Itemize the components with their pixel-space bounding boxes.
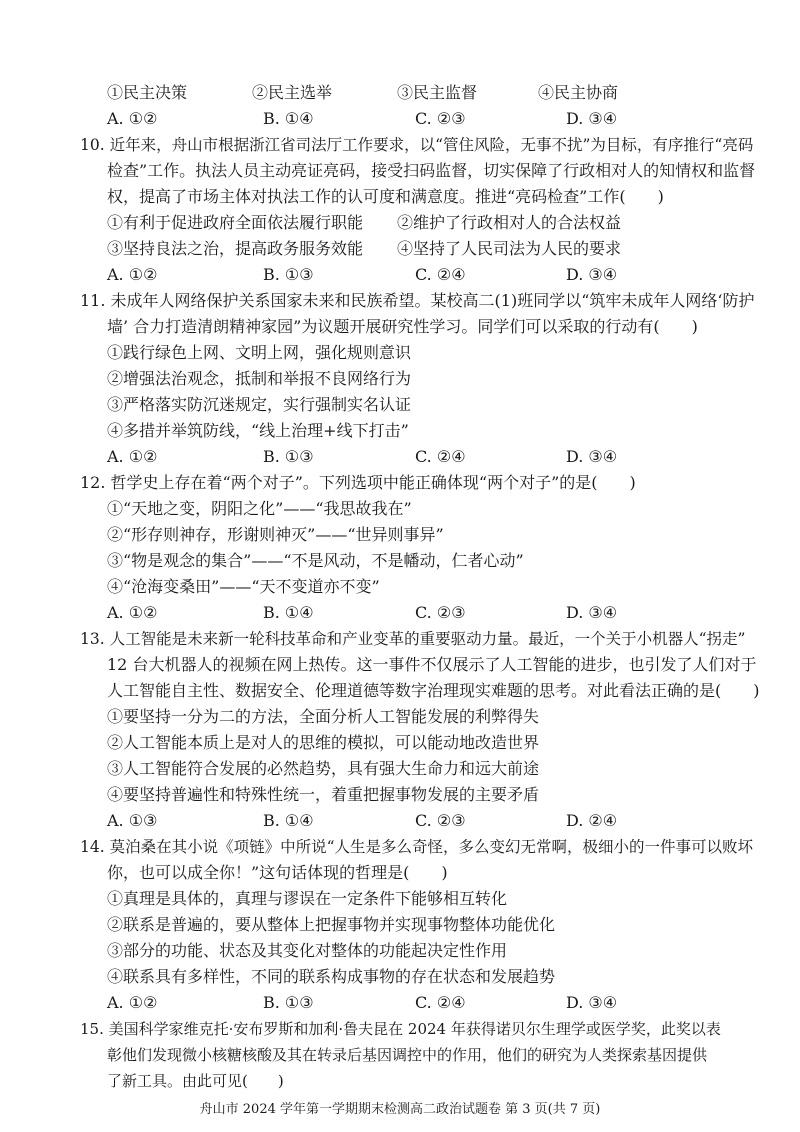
page-footer: 舟山市 2024 学年第一学期期末检测高二政治试题卷 第 3 页(共 7 页) — [199, 1102, 601, 1117]
q10-option-1: ①有利于促进政府全面依法履行职能 — [107, 213, 364, 232]
prev-option-1: ①民主决策 — [107, 83, 188, 102]
q11-stem-line-1: 11. 未成年人网络保护关系国家未来和民族希望。某校高二(1)班同学以“筑牢未成年人网络‘防护 — [80, 291, 755, 310]
prev-option-4: ④民主协商 — [538, 83, 619, 102]
prev-choice-d: D. ③④ — [566, 109, 618, 128]
q12-option-4: ④“沧海变桑田”——“天不变道亦不变” — [107, 577, 380, 596]
prev-option-3: ③民主监督 — [397, 83, 478, 102]
q12-option-2: ②“形存则神存，形谢则神灭”——“世异则事异” — [107, 525, 444, 544]
q14-stem-line-1: 14. 莫泊桑在其小说《项链》中所说“人生是多么奇怪，多么变幻无常啊，极细小的一件事可以败坏 — [80, 838, 754, 856]
q13-choice-d: D. ②④ — [566, 811, 618, 830]
q11-stem-line-2: 墙’ 合力打造清朗精神家园”为议题开展研究性学习。同学们可以采取的行动有( ) — [107, 317, 698, 336]
q10-choice-d: D. ③④ — [566, 265, 618, 284]
q13-option-3: ③人工智能符合发展的必然趋势，具有强大生命力和远大前途 — [107, 759, 540, 778]
q11-choice-c: C. ②④ — [415, 447, 466, 466]
prev-option-2: ②民主选举 — [252, 83, 333, 102]
q14-choice-c: C. ②④ — [415, 993, 466, 1012]
q13-stem-line-2: 12 台大机器人的视频在网上热传。这一事件不仅展示了人工智能的进步，也引发了人们对于 — [107, 655, 757, 674]
q10-option-3: ③坚持良法之治，提高政务服务效能 — [107, 239, 364, 258]
q12-choice-b: B. ①④ — [263, 603, 314, 622]
q15-stem-line-2: 彰他们发现微小核糖核酸及其在转录后基因调控中的作用，他们的研究为人类探索基因提供 — [107, 1046, 708, 1064]
q14-option-4: ④联系具有多样性，不同的联系构成事物的存在状态和发展趋势 — [107, 967, 556, 986]
q14-option-1: ①真理是具体的，真理与谬误在一定条件下能够相互转化 — [107, 889, 508, 908]
q14-option-2: ②联系是普遍的，要从整体上把握事物并实现事物整体功能优化 — [107, 915, 556, 934]
q14-stem-line-2: 你，也可以成全你！”这句话体现的哲理是( ) — [107, 863, 448, 882]
q11-choice-a: A. ①② — [107, 447, 158, 466]
q13-option-4: ④要坚持普遍性和特殊性统一，着重把握事物发展的主要矛盾 — [107, 785, 540, 804]
q10-choice-c: C. ②④ — [415, 265, 466, 284]
q11-choice-b: B. ①③ — [263, 447, 314, 466]
q14-choice-d: D. ③④ — [566, 993, 618, 1012]
prev-choice-c: C. ②③ — [415, 109, 466, 128]
prev-choice-a: A. ①② — [107, 109, 158, 128]
q12-stem-line-1: 12. 哲学史上存在着“两个对子”。下列选项中能正确体现“两个对子”的是( ) — [80, 473, 636, 492]
q10-option-4: ④坚持了人民司法为人民的要求 — [397, 239, 622, 258]
q10-stem-line-1: 10. 近年来，舟山市根据浙江省司法厅工作要求，以“管住风险，无事不扰”为目标，有序推行“亮码 — [80, 136, 754, 154]
q12-choice-d: D. ③④ — [566, 603, 618, 622]
q10-stem-line-3: 权，提高了市场主体对执法工作的认可度和满意度。推进“亮码检查”工作( ) — [107, 187, 664, 206]
q15-stem-line-1: 15. 美国科学家维克托·安布罗斯和加利·鲁夫昆在 2024 年获得诺贝尔生理学或医学奖，此奖以表 — [80, 1020, 721, 1038]
q11-option-4: ④多措并举筑防线，“线上治理+线下打击” — [107, 421, 409, 440]
q14-choice-b: B. ①③ — [263, 993, 314, 1012]
q10-choice-b: B. ①③ — [263, 265, 314, 284]
q11-option-1: ①践行绿色上网、文明上网，强化规则意识 — [107, 343, 412, 362]
q14-choice-a: A. ①② — [107, 993, 158, 1012]
q15-stem-line-3: 了新工具。由此可见( ) — [107, 1072, 284, 1090]
q11-option-3: ③严格落实防沉迷规定，实行强制实名认证 — [107, 395, 412, 414]
q12-option-1: ①“天地之变，阴阳之化”——“我思故我在” — [107, 499, 412, 518]
q10-option-2: ②维护了行政相对人的合法权益 — [397, 213, 622, 232]
q11-option-2: ②增强法治观念，抵制和举报不良网络行为 — [107, 369, 412, 388]
prev-choice-b: B. ①④ — [263, 109, 314, 128]
q11-choice-d: D. ③④ — [566, 447, 618, 466]
q13-choice-b: B. ①④ — [263, 811, 314, 830]
q13-stem-line-3: 人工智能自主性、数据安全、伦理道德等数字治理现实难题的思考。对此看法正确的是( ) — [107, 681, 760, 700]
q13-choice-a: A. ①③ — [107, 811, 158, 830]
q13-choice-c: C. ②③ — [415, 811, 466, 830]
q13-option-1: ①要坚持一分为二的方法，全面分析人工智能发展的利弊得失 — [107, 707, 540, 726]
q12-choice-c: C. ②③ — [415, 603, 466, 622]
q10-stem-line-2: 检查”工作。执法人员主动亮证亮码，接受扫码监督，切实保障了行政相对人的知情权和监督 — [107, 161, 756, 180]
q10-choice-a: A. ①② — [107, 265, 158, 284]
q14-option-3: ③部分的功能、状态及其变化对整体的功能起决定性作用 — [107, 941, 508, 960]
q12-option-3: ③“物是观念的集合”——“不是风动，不是幡动，仁者心动” — [107, 551, 524, 570]
q13-option-2: ②人工智能本质上是对人的思维的模拟，可以能动地改造世界 — [107, 733, 540, 752]
q13-stem-line-1: 13. 人工智能是未来新一轮科技革命和产业变革的重要驱动力量。最近，一个关于小机器人“拐走” — [80, 630, 746, 648]
q12-choice-a: A. ①② — [107, 603, 158, 622]
